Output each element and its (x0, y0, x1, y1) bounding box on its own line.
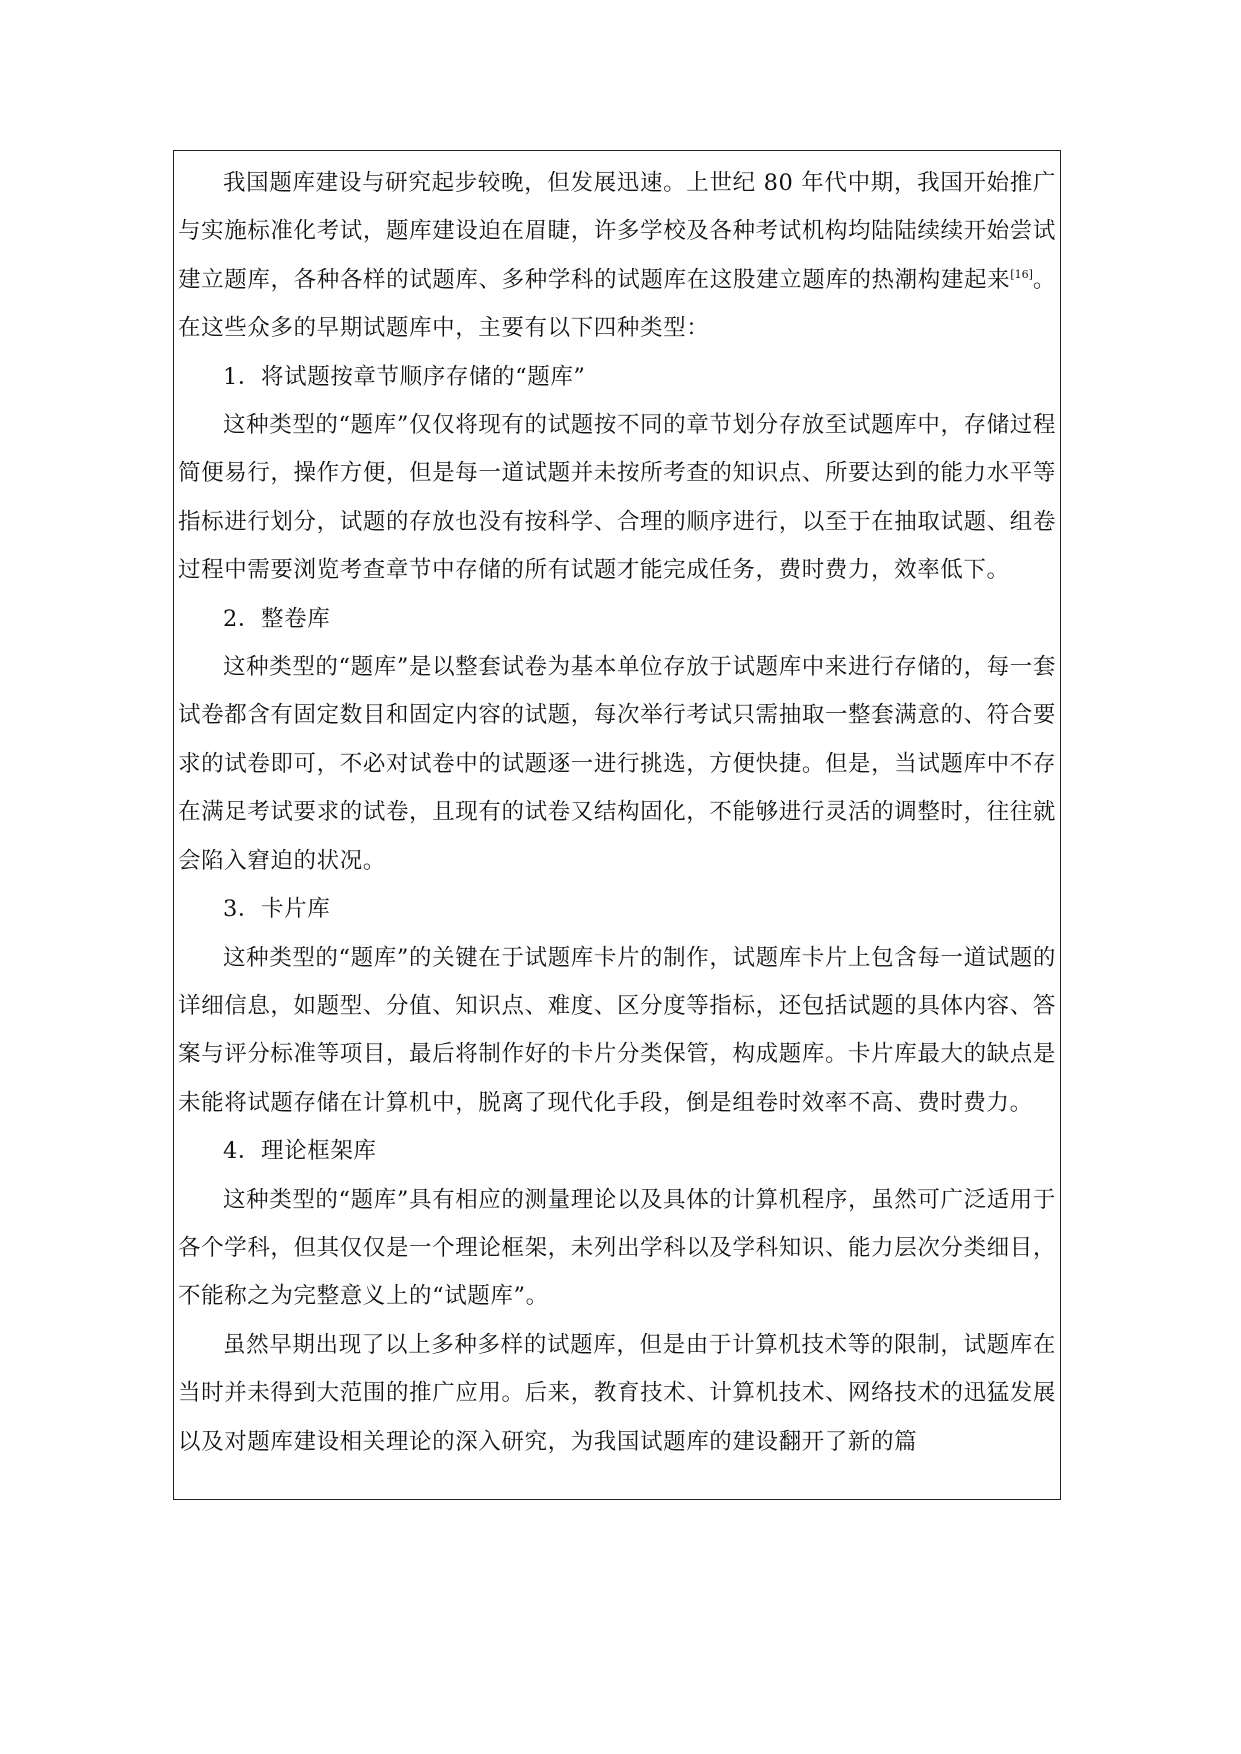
intro-text: 我国题库建设与研究起步较晚，但发展迅速。上世纪 80 年代中期，我国开始推广与实施标准化考试，题库建设迫在眉睫，许多学校及各种考试机构均陆陆续续开始尝试建立题库，各种各样的试题库、多种学科的试题库在这股建立题库的热潮构建起来 (178, 170, 1056, 293)
section-2-body: 这种类型的“题库”是以整套试卷为基本单位存放于试题库中来进行存储的，每一套试卷都含有固定数目和固定内容的试题，每次举行考试只需抽取一整套满意的、符合要求的试卷即可，不必对试卷中的试题逐一进行挑选，方便快捷。但是，当试题库中不存在满足考试要求的试卷，且现有的试卷又结构固化，不能够进行灵活的调整时，往往就会陷入窘迫的状况。 (178, 654, 1056, 874)
text-frame (173, 150, 1061, 1500)
intro-text-after: 。在这些众多的早期试题库中，主要有以下四种类型： (178, 266, 1056, 342)
section-4-heading: 4．理论框架库 (223, 1138, 377, 1165)
section-4-body: 这种类型的“题库”具有相应的测量理论以及具体的计算机程序，虽然可广泛适用于各个学科，但其仅仅是一个理论框架，未列出学科以及学科知识、能力层次分类细目，不能称之为完整意义上的“试题库”。 (178, 1186, 1056, 1310)
section-2-heading: 2．整卷库 (223, 605, 331, 632)
closing-paragraph: 虽然早期出现了以上多种多样的试题库，但是由于计算机技术等的限制，试题库在当时并未得到大范围的推广应用。后来，教育技术、计算机技术、网络技术的迅猛发展以及对题库建设相关理论的深入研究，为我国试题库的建设翻开了新的篇 (178, 1331, 1056, 1455)
section-1-heading: 1．将试题按章节顺序存储的“题库” (223, 363, 586, 390)
section-3-heading: 3．卡片库 (223, 896, 331, 923)
intro-paragraph (178, 159, 1056, 353)
citation-16: [16] (1010, 267, 1033, 281)
document-body (174, 151, 1060, 1466)
section-3-body: 这种类型的“题库”的关键在于试题库卡片的制作，试题库卡片上包含每一道试题的详细信息，如题型、分值、知识点、难度、区分度等指标，还包括试题的具体内容、答案与评分标准等项目，最后将制作好的卡片分类保管，构成题库。卡片库最大的缺点是未能将试题存储在计算机中，脱离了现代化手段，倒是组卷时效率不高、费时费力。 (178, 944, 1056, 1116)
section-1-body: 这种类型的“题库”仅仅将现有的试题按不同的章节划分存放至试题库中，存储过程简便易行，操作方便，但是每一道试题并未按所考查的知识点、所要达到的能力水平等指标进行划分，试题的存放也没有按科学、合理的顺序进行，以至于在抽取试题、组卷过程中需要浏览考查章节中存储的所有试题才能完成任务，费时费力，效率低下。 (178, 412, 1056, 584)
